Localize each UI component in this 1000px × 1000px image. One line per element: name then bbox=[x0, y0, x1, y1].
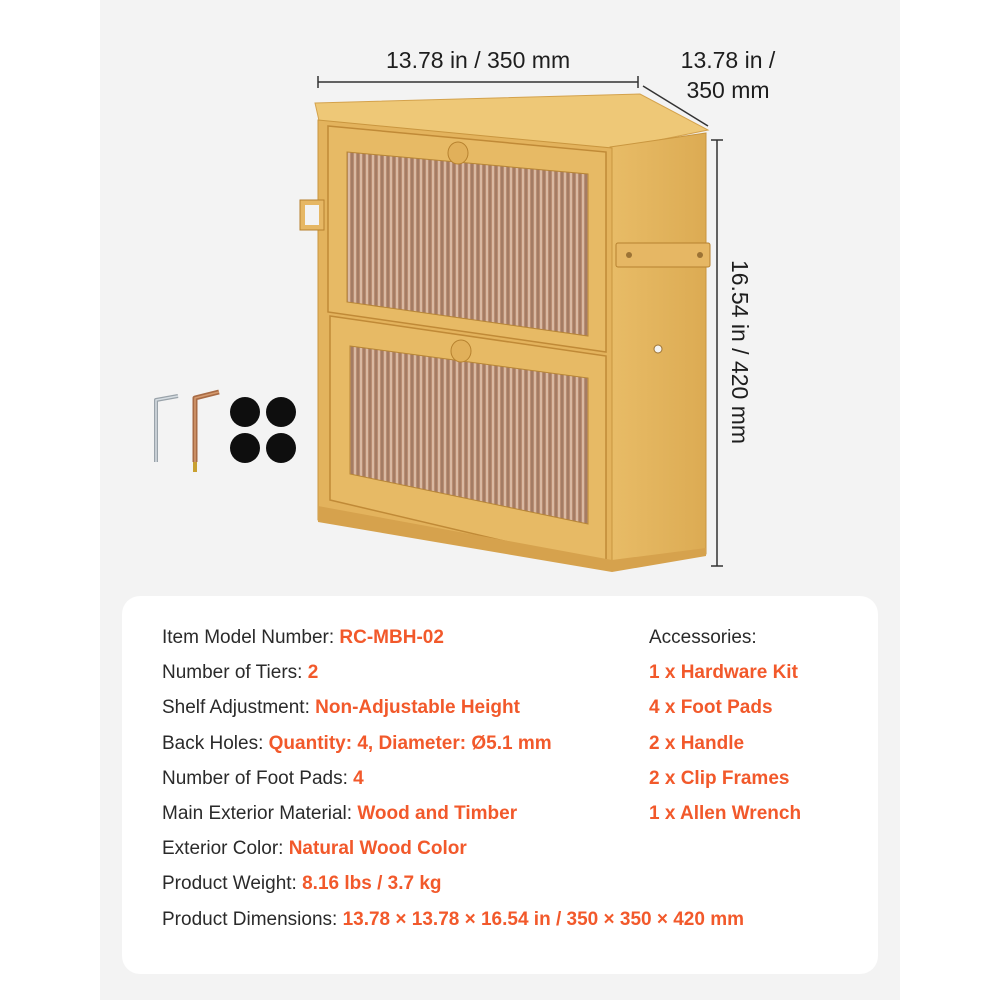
spec-key: Number of Foot Pads: bbox=[162, 767, 354, 789]
accessory-item: 1 x Hardware Kit bbox=[649, 662, 798, 684]
spec-value: 8.16 lbs / 3.7 kg bbox=[302, 873, 442, 895]
depth-dimension-label bbox=[676, 45, 780, 105]
allen-wrench-icon bbox=[156, 396, 178, 462]
depth-dimension-line2: 350 mm bbox=[686, 77, 770, 103]
side-hole bbox=[654, 345, 662, 353]
depth-dimension-line1: 13.78 in / bbox=[680, 47, 776, 73]
upper-door-knob bbox=[448, 142, 468, 164]
spec-key: Item Model Number: bbox=[162, 627, 340, 648]
spec-value: Quantity: 4, Diameter: Ø5.1 mm bbox=[268, 732, 552, 754]
spec-key: Shelf Adjustment: bbox=[162, 697, 316, 719]
spec-value: RC-MBH-02 bbox=[339, 627, 444, 648]
height-dimension-line bbox=[711, 140, 723, 566]
accessory-item: 4 x Foot Pads bbox=[649, 697, 773, 719]
spec-value: 13.78 × 13.78 × 16.54 in / 350 × 350 × 420 mm bbox=[342, 908, 744, 930]
spec-key: Product Weight: bbox=[162, 873, 303, 895]
accessories-title: Accessories: bbox=[649, 627, 757, 648]
spec-value: Wood and Timber bbox=[357, 802, 518, 824]
width-dimension-line bbox=[318, 76, 638, 88]
height-dimension-label: 16.54 in / 420 mm bbox=[727, 259, 753, 445]
accessory-item: 1 x Allen Wrench bbox=[649, 802, 802, 824]
spec-value: 4 bbox=[353, 767, 364, 789]
spec-key: Number of Tiers: bbox=[162, 662, 308, 684]
lower-door-knob bbox=[451, 340, 471, 362]
foot-pad-icon bbox=[230, 397, 260, 427]
spec-value: 2 bbox=[307, 662, 319, 684]
spec-key: Exterior Color: bbox=[162, 838, 289, 860]
accessory-item: 2 x Clip Frames bbox=[649, 767, 790, 789]
spec-key: Product Dimensions: bbox=[162, 908, 343, 930]
width-dimension-label: 13.78 in / 350 mm bbox=[386, 47, 571, 73]
accessories-list bbox=[649, 622, 869, 833]
spec-value: Non-Adjustable Height bbox=[315, 697, 520, 719]
spec-row-color bbox=[162, 833, 762, 868]
spec-row-dimensions bbox=[162, 904, 762, 939]
spec-row-weight bbox=[162, 868, 762, 903]
spec-key: Back Holes: bbox=[162, 732, 269, 754]
foot-pad-icon bbox=[266, 397, 296, 427]
accessory-item: 2 x Handle bbox=[649, 732, 745, 754]
foot-pad-icon bbox=[266, 433, 296, 463]
spec-key: Main Exterior Material: bbox=[162, 802, 358, 824]
foot-pad-icon bbox=[230, 433, 260, 463]
right-clip-frame bbox=[616, 243, 710, 267]
left-clip-frame bbox=[300, 200, 324, 230]
spec-value: Natural Wood Color bbox=[288, 838, 467, 860]
screw-tool-icon bbox=[193, 392, 219, 472]
corner-cabinet bbox=[315, 94, 708, 572]
